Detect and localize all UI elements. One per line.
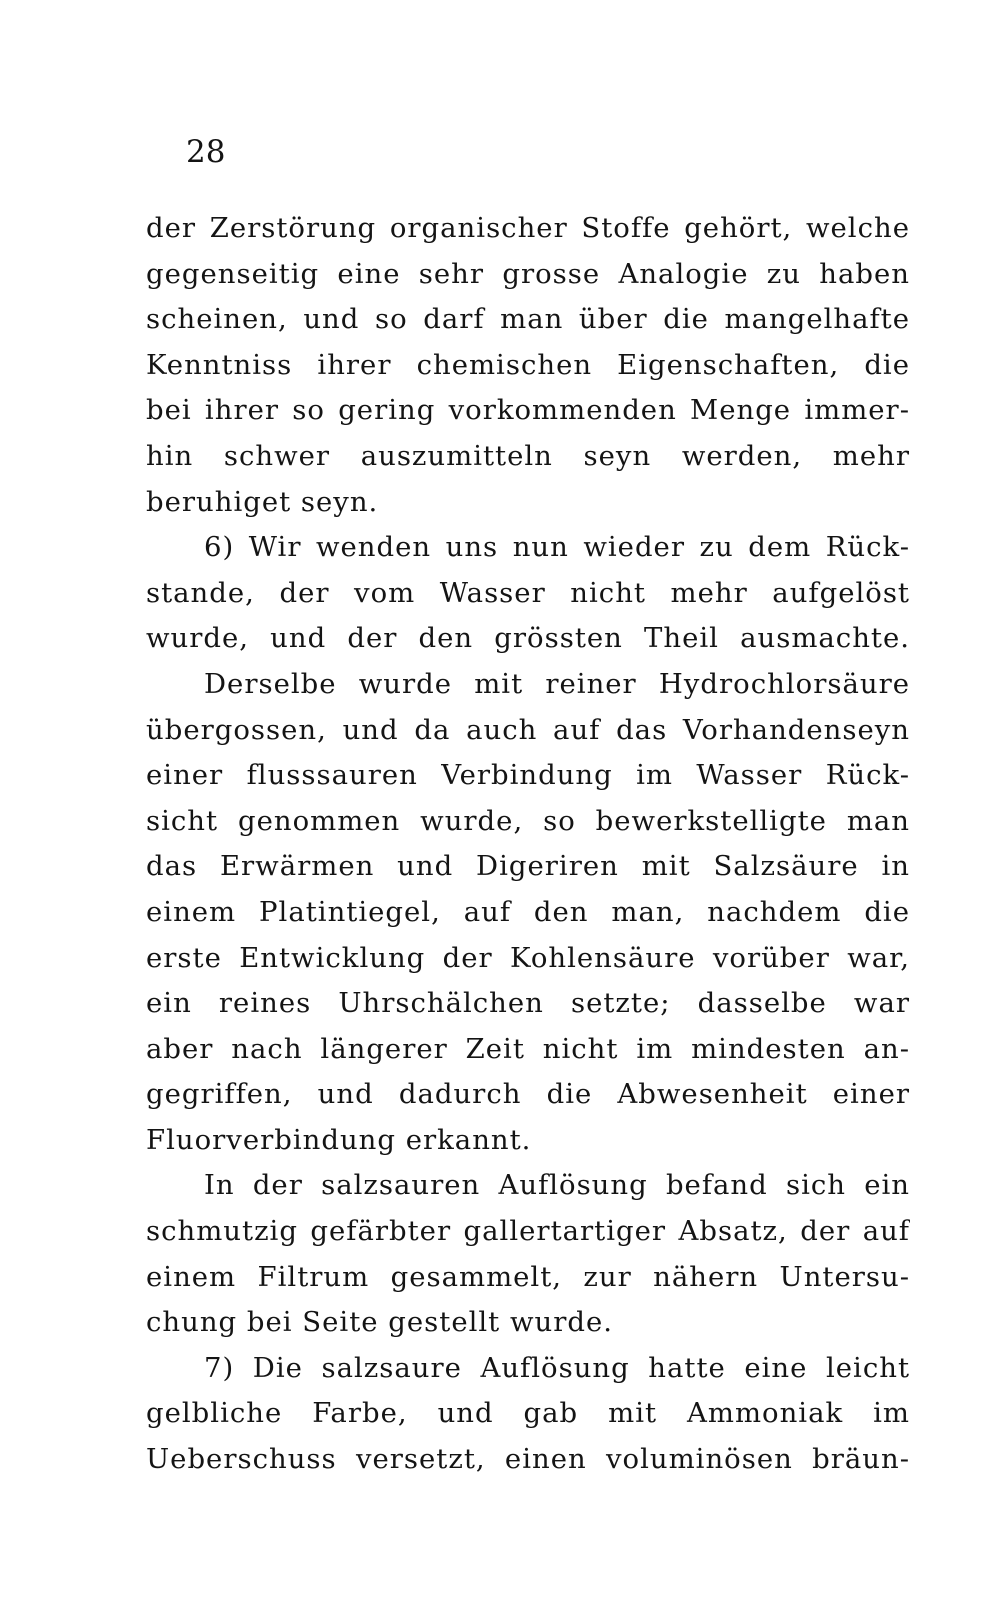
text-line: gegriffen, und dadurch die Abwesenheit einer [146, 1078, 910, 1111]
text-line: der Zerstörung organischer Stoffe gehört, welche [146, 212, 910, 244]
text-line: beruhiget seyn. [146, 485, 379, 518]
text-line: sicht genommen wurde, so bewerkstelligte man [146, 804, 910, 837]
text-line: wurde, und der den grössten Theil ausmachte. [146, 622, 910, 655]
text-line: Kenntniss ihrer chemischen Eigenschaften, die [146, 348, 910, 381]
text-line: aber nach längerer Zeit nicht im mindesten an- [146, 1032, 910, 1065]
text-line: scheinen, und so darf man über die mangelhafte [146, 303, 910, 336]
text-line: stande, der vom Wasser nicht mehr aufgelöst [146, 576, 910, 609]
text-line: In der salzsauren Auflösung befand sich ein [204, 1169, 910, 1202]
page-number: 28 [186, 134, 226, 170]
body-text [146, 206, 910, 1483]
text-line: einem Filtrum gesammelt, zur nähern Untersu- [146, 1260, 910, 1293]
text-line: chung bei Seite gestellt wurde. [146, 1306, 613, 1339]
text-line: einem Platintiegel, auf den man, nachdem die [146, 895, 910, 928]
text-line: 7) Die salzsaure Auflösung hatte eine leicht [204, 1351, 910, 1384]
text-line: hin schwer auszumitteln seyn werden, mehr [146, 439, 910, 472]
text-line: 6) Wir wenden uns nun wieder zu dem Rück- [204, 531, 910, 564]
text-line: gegenseitig eine sehr grosse Analogie zu haben [146, 257, 910, 290]
text-line: einer flusssauren Verbindung im Wasser Rück- [146, 759, 910, 792]
text-line: Fluorverbindung erkannt. [146, 1123, 532, 1156]
text-line: Ueberschuss versetzt, einen voluminösen bräun- [146, 1443, 910, 1476]
text-line: Derselbe wurde mit reiner Hydrochlorsäure [204, 667, 910, 700]
text-line: gelbliche Farbe, und gab mit Ammoniak im [146, 1397, 910, 1430]
text-line: schmutzig gefärbter gallertartiger Absatz, der auf [146, 1215, 910, 1248]
text-line: ein reines Uhrschälchen setzte; dasselbe war [146, 987, 910, 1020]
text-line: das Erwärmen und Digeriren mit Salzsäure in [146, 850, 910, 883]
text-line: bei ihrer so gering vorkommenden Menge immer- [146, 394, 910, 427]
text-line: übergossen, und da auch auf das Vorhandenseyn [146, 713, 910, 746]
text-line: erste Entwicklung der Kohlensäure vorüber war, [146, 941, 910, 974]
